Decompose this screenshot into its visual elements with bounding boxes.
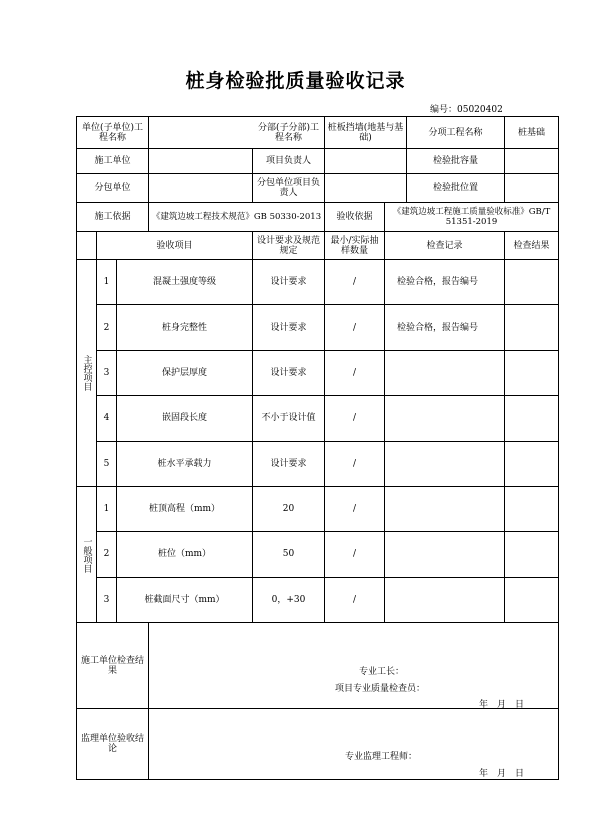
item-label: 分项工程名称	[407, 117, 505, 149]
group-header-blank	[77, 232, 97, 260]
item-design: 20	[253, 487, 325, 532]
contractor-date: 年 月 日	[479, 700, 525, 710]
item-record[interactable]	[385, 351, 505, 396]
unit-label: 单位(子单位)工程名称	[77, 117, 149, 149]
acceptance-basis-value: 《建筑边坡工程施工质量验收标准》GB/T 51351-2019	[385, 203, 558, 232]
subdiv-label: 分部(子分部)工程名称	[253, 117, 325, 149]
engineer-label: 专业监理工程师：	[345, 752, 418, 762]
item-sample: /	[325, 578, 385, 623]
item-record[interactable]	[385, 532, 505, 577]
capacity-value[interactable]	[505, 149, 558, 174]
item-result[interactable]	[505, 260, 558, 305]
item-result[interactable]	[505, 442, 558, 487]
supervisor-check-label: 监理单位验收结论	[77, 709, 149, 779]
item-record[interactable]	[385, 578, 505, 623]
item-result[interactable]	[505, 305, 558, 350]
location-value[interactable]	[505, 174, 558, 203]
item-design: 0，+30	[253, 578, 325, 623]
col-sample: 最小/实际抽样数量	[325, 232, 385, 260]
item-name: 桩顶高程（mm）	[117, 487, 253, 532]
item-sample: /	[325, 532, 385, 577]
item-name: 保护层厚度	[117, 351, 253, 396]
item-no: 3	[97, 351, 117, 396]
sub-pm-label: 分包单位项目负责人	[253, 174, 325, 203]
page-title: 桩身检验批质量验收记录	[185, 70, 406, 92]
general-group-label: 一般项目	[77, 487, 97, 623]
item-result[interactable]	[505, 532, 558, 577]
contractor-label: 施工单位	[77, 149, 149, 174]
item-record[interactable]	[385, 396, 505, 441]
foreman-label: 专业工长：	[359, 667, 405, 677]
acceptance-basis-label: 验收依据	[325, 203, 385, 232]
col-design: 设计要求及规范规定	[253, 232, 325, 260]
item-sample: /	[325, 396, 385, 441]
contractor-value[interactable]	[149, 149, 253, 174]
item-result[interactable]	[505, 396, 558, 441]
item-record[interactable]	[385, 487, 505, 532]
item-sample: /	[325, 260, 385, 305]
item-no: 2	[97, 305, 117, 350]
item-name: 桩身完整性	[117, 305, 253, 350]
item-sample: /	[325, 487, 385, 532]
basis-label: 施工依据	[77, 203, 149, 232]
item-design: 设计要求	[253, 260, 325, 305]
item-name: 混凝土强度等级	[117, 260, 253, 305]
item-record[interactable]	[385, 442, 505, 487]
item-no: 3	[97, 578, 117, 623]
item-result[interactable]	[505, 351, 558, 396]
location-label: 检验批位置	[407, 174, 505, 203]
item-no: 1	[97, 260, 117, 305]
inspector-label: 项目专业质量检查员：	[335, 684, 426, 694]
item-sample: /	[325, 351, 385, 396]
basis-value: 《建筑边坡工程技术规范》GB 50330-2013	[149, 203, 325, 232]
item-no: 1	[97, 487, 117, 532]
item-record[interactable]: 检验合格，报告编号	[385, 260, 505, 305]
col-record: 检查记录	[385, 232, 505, 260]
pm-label: 项目负责人	[253, 149, 325, 174]
item-design: 设计要求	[253, 305, 325, 350]
item-no: 4	[97, 396, 117, 441]
col-result: 检查结果	[505, 232, 558, 260]
main-group-label: 主控项目	[77, 260, 97, 487]
item-sample: /	[325, 442, 385, 487]
item-name: 桩位（mm）	[117, 532, 253, 577]
contractor-check-label: 施工单位检查结果	[77, 623, 149, 709]
item-result[interactable]	[505, 578, 558, 623]
subdiv-value[interactable]: 桩板挡墙(地基与基础)	[325, 117, 407, 149]
capacity-label: 检验批容量	[407, 149, 505, 174]
item-name: 嵌固段长度	[117, 396, 253, 441]
document-code: 编号：05020402	[430, 105, 503, 115]
item-result[interactable]	[505, 487, 558, 532]
pm-value[interactable]	[325, 149, 407, 174]
item-design: 设计要求	[253, 351, 325, 396]
item-design: 不小于设计值	[253, 396, 325, 441]
item-no: 2	[97, 532, 117, 577]
col-item: 验收项目	[97, 232, 253, 260]
item-sample: /	[325, 305, 385, 350]
item-record[interactable]: 检验合格，报告编号	[385, 305, 505, 350]
sub-pm-value[interactable]	[325, 174, 407, 203]
inspection-form	[76, 116, 559, 780]
item-name: 桩水平承载力	[117, 442, 253, 487]
item-design: 设计要求	[253, 442, 325, 487]
subcontractor-value[interactable]	[149, 174, 253, 203]
item-name: 桩截面尺寸（mm）	[117, 578, 253, 623]
supervisor-date: 年 月 日	[479, 769, 525, 779]
item-value[interactable]: 桩基础	[505, 117, 558, 149]
item-no: 5	[97, 442, 117, 487]
subcontractor-label: 分包单位	[77, 174, 149, 203]
item-design: 50	[253, 532, 325, 577]
